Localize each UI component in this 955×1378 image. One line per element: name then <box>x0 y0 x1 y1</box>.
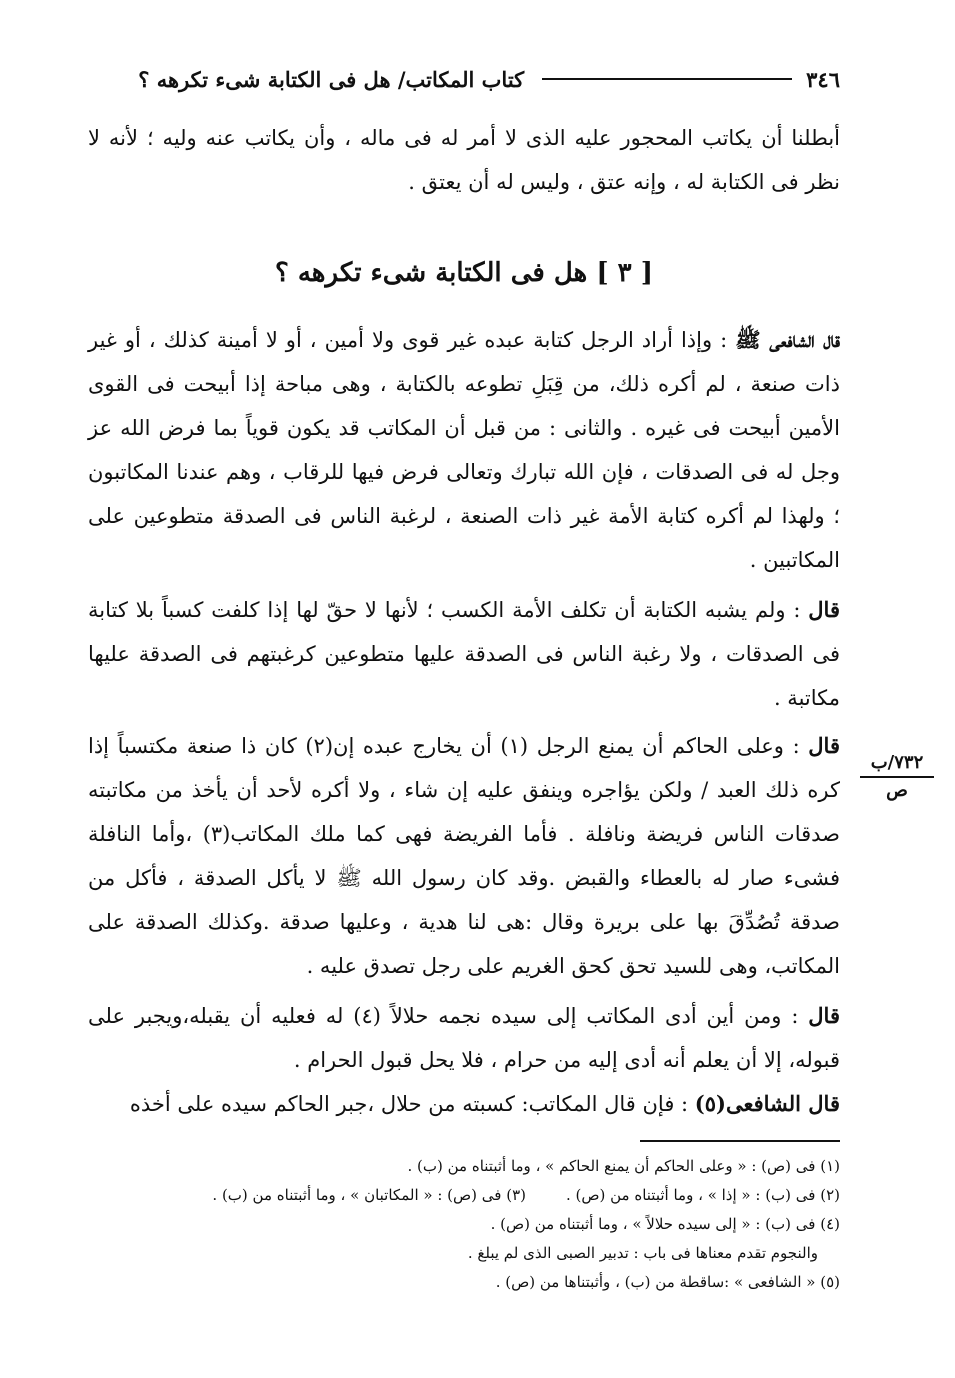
footnote-5: (٥) « الشافعى » :ساقطة من (ب) ، وأثبتناها من (ص) . <box>495 1273 840 1291</box>
paragraph-1 <box>88 318 840 582</box>
folio-reference: ٧٣٢/ب <box>860 750 934 778</box>
paragraph-text: : فإن قال المكاتب: كسبته من حلال ،جبر الحاكم سيده على أخذه <box>129 1092 695 1116</box>
speaker-label: قال <box>808 733 840 758</box>
paragraph-text: : ومن أين أدى المكاتب إلى سيده نجمه حلالاً (٤) له فعليه أن يقبله،ويجبر على قبوله، إلا أن يعلم أنه أدى إليه من حرام ، فلا يحل قبول الحرام . <box>88 1004 840 1072</box>
speaker-label: قال الشافعى(٥) <box>694 1091 840 1116</box>
footnote-4: (٤) فى (ب) : « إلى سيده حلالاً » ، وما أثبتناه من (ص) . <box>490 1215 840 1233</box>
paragraph-5 <box>88 1082 840 1126</box>
page-header <box>88 62 840 96</box>
intro-paragraph: أبطلنا أن يكاتب المحجور عليه الذى لا أمر له فى ماله ، وأن يكاتب عنه وليه ؛ لأنه لا نظر فى الكتابة له ، وإنه عتق ، وليس له أن يعتق . <box>88 126 840 194</box>
paragraph-4 <box>88 994 840 1082</box>
speaker-label: قال <box>808 1003 840 1028</box>
footnote-separator <box>640 1140 840 1142</box>
header-rule <box>542 78 792 80</box>
paragraph-2 <box>88 588 840 720</box>
paragraph-text: : ولم يشبه الكتابة أن تكلف الأمة الكسب ؛ لأنها لا حقّ لها إذا كلفت كسباً بلا كتابة فى الصدقات ، ولا رغبة الناس فى الصدقة عليها متطوعين كرغبتهم فى الصدقة عليها مكاتبة . <box>88 598 840 710</box>
speaker-label: قال الشافعى ﷺ <box>735 327 840 352</box>
running-title: كتاب المكاتب/ هل فى الكتابة شىء تكرهه ؟ <box>138 66 525 92</box>
speaker-label: قال <box>808 597 840 622</box>
footnotes <box>88 1152 840 1297</box>
footnote-line-2-3 <box>88 1181 840 1210</box>
footnote-3: (٣) فى (ص) : « المكاتبان » ، وما أثبتناه من (ب) . <box>212 1186 526 1204</box>
section-heading: [ ٣ ] هل فى الكتابة شىء تكرهه ؟ <box>274 258 653 288</box>
footnote-4-continuation: والنجوم تقدم معناها فى باب : تدبير الصبى الذى لم يبلغ . <box>467 1244 818 1262</box>
footnote-2: (٢) فى (ب) : « إذا » ، وما أثبتناه من (ص) . <box>565 1186 840 1204</box>
manuscript-siglum: ص <box>886 780 908 801</box>
footnote-1: (١) فى (ص) : « وعلى الحاكم أن يمنع الحاكم » ، وما أثبتناه من (ب) . <box>407 1157 840 1175</box>
paragraph-text: : وإذا أراد الرجل كتابة عبده غير قوى ولا أمين ، أو لا أمينة كذلك ، أو غير ذات صنعة ، لم أكره ذلك، من قِبَلِ تطوعه بالكتابة ، وهى مباحة إذا أبيحت فى القوى الأمين أبيحت فى غيره . والثانى : من قبل أن المكاتب قد يكون قوياً بما فرض الله عز وجل له فى الصدقات ، فإن الله تبارك وتعالى فرض فيها للرقاب ، وهم عندنا المكاتبون ؛ ولهذا لم أكره كتابة الأمة غير ذات الصنعة ، لرغبة الناس فى الصدقة متطوعين على المكاتبين . <box>88 328 840 572</box>
manuscript-folio-note <box>852 750 942 804</box>
paragraph-text: : وعلى الحاكم أن يمنع الرجل (١) أن يخارج عبده إن(٢) كان ذا صنعة مكتسباً إذا كره ذلك العبد / ولكن يؤاجره وينفق عليه إن شاء ، ولا أكره لأحد أن يأخذ من مكاتبته صدقات الناس فريضة ونافلة . فأما الفريضة فهى كما ملك المكاتب(٣) ،وأما النافلة فشىء صار له بالعطاء والقبض .وقد كان رسول الله ﷺ لا يأكل الصدقة ، فأكل من صدقة تُصُدِّقَ بها على بريرة وقال :هى لنا هدية ، وعليها صدقة .وكذلك الصدقة على المكاتب، وهى للسيد تحق كحق الغريم على رجل تصدق عليه . <box>88 734 840 978</box>
paragraph-3 <box>88 724 840 988</box>
page-number: ٣٤٦ <box>806 66 840 92</box>
